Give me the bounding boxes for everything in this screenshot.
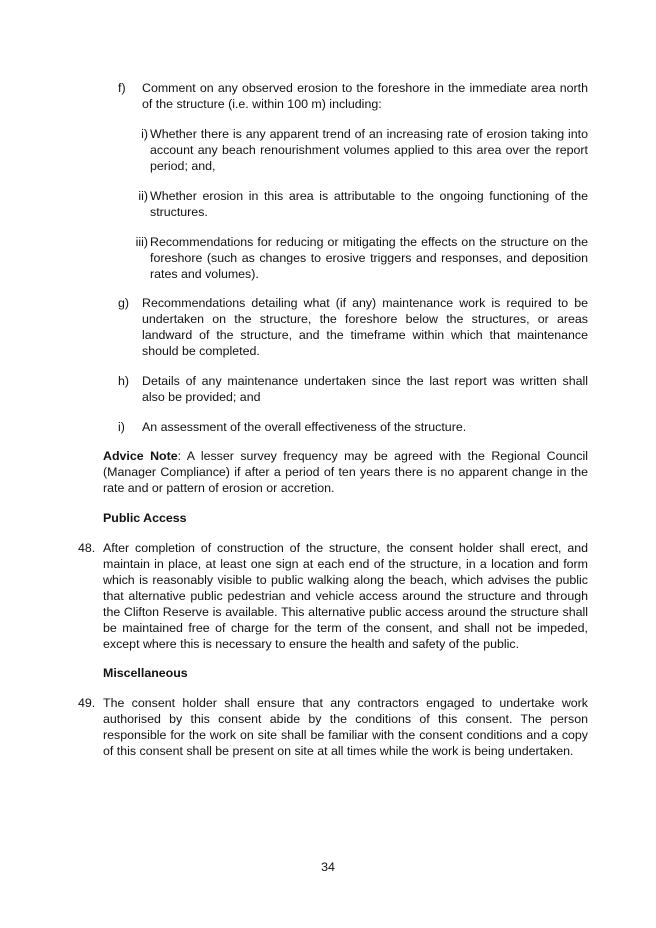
paragraph-text: The consent holder shall ensure that any contractors engaged to undertake work authorised by this consent abide by the conditions of this consent. The person responsible for the work on site shall be familiar with the consent conditions and a copy of this consent shall be present on site at all times while the work is being undertaken. bbox=[103, 696, 588, 758]
list-item-text: An assessment of the overall effectiveness of the structure. bbox=[142, 420, 467, 434]
list-marker: ii) bbox=[138, 189, 148, 203]
section-heading-miscellaneous: Miscellaneous bbox=[103, 666, 188, 680]
list-marker: i) bbox=[118, 420, 125, 434]
list-item-text: Recommendations detailing what (if any) maintenance work is required to be undertaken on the structure, the foreshore below the structures, or areas landward of the structure, and the timeframe within which that maintenance should be completed. bbox=[142, 296, 588, 358]
advice-note bbox=[103, 448, 588, 496]
advice-note-text: : A lesser survey frequency may be agreed with the Regional Council (Manager Compliance) if after a period of ten years there is no apparent change in the rate and or pattern of erosion or accretion. bbox=[103, 449, 588, 495]
paragraph-text: After completion of construction of the structure, the consent holder shall erect, and maintain in place, at least one sign at each end of the structure, in a location and form which is reasonably visible to public walking along the beach, which advises the public that alternative public pedestrian and vehicle access around the structure and through the Clifton Reserve is available. This alternative public access around the structure shall be maintained free of charge for the term of the consent, and shall not be impeded, except where this is necessary to ensure the health and safety of the public. bbox=[103, 541, 588, 651]
numbered-paragraph-48 bbox=[78, 540, 588, 652]
advice-note-label: Advice Note bbox=[103, 449, 178, 463]
list-item-roman-iii bbox=[118, 234, 588, 282]
paragraph-number: 48. bbox=[78, 541, 96, 555]
list-item-text: Details of any maintenance undertaken since the last report was written shall also be provided; and bbox=[142, 374, 588, 404]
list-item-text: Comment on any observed erosion to the foreshore in the immediate area north of the structure (i.e. within 100 m) including: bbox=[142, 81, 588, 111]
section-heading-public-access: Public Access bbox=[103, 511, 187, 525]
list-marker: g) bbox=[118, 296, 130, 310]
list-item-i bbox=[118, 419, 588, 435]
list-item-h bbox=[118, 373, 588, 405]
list-item-roman-i bbox=[118, 126, 588, 174]
list-marker: f) bbox=[118, 81, 126, 95]
list-item-text: Whether erosion in this area is attributable to the ongoing functioning of the structures. bbox=[150, 189, 588, 219]
list-item-g bbox=[118, 295, 588, 359]
page-number: 34 bbox=[321, 860, 335, 874]
list-item-roman-ii bbox=[118, 188, 588, 220]
list-item-f bbox=[118, 80, 588, 112]
numbered-paragraph-49 bbox=[78, 695, 588, 759]
list-item-text: Whether there is any apparent trend of an increasing rate of erosion taking into account any beach renourishment volumes applied to this area over the report period; and, bbox=[150, 127, 588, 173]
list-marker: h) bbox=[118, 374, 130, 388]
list-marker: iii) bbox=[135, 235, 148, 249]
paragraph-number: 49. bbox=[78, 696, 96, 710]
list-item-text: Recommendations for reducing or mitigating the effects on the structure on the foreshore (such as changes to erosive triggers and responses, and deposition rates and volumes). bbox=[150, 235, 588, 281]
list-marker: i) bbox=[141, 127, 148, 141]
